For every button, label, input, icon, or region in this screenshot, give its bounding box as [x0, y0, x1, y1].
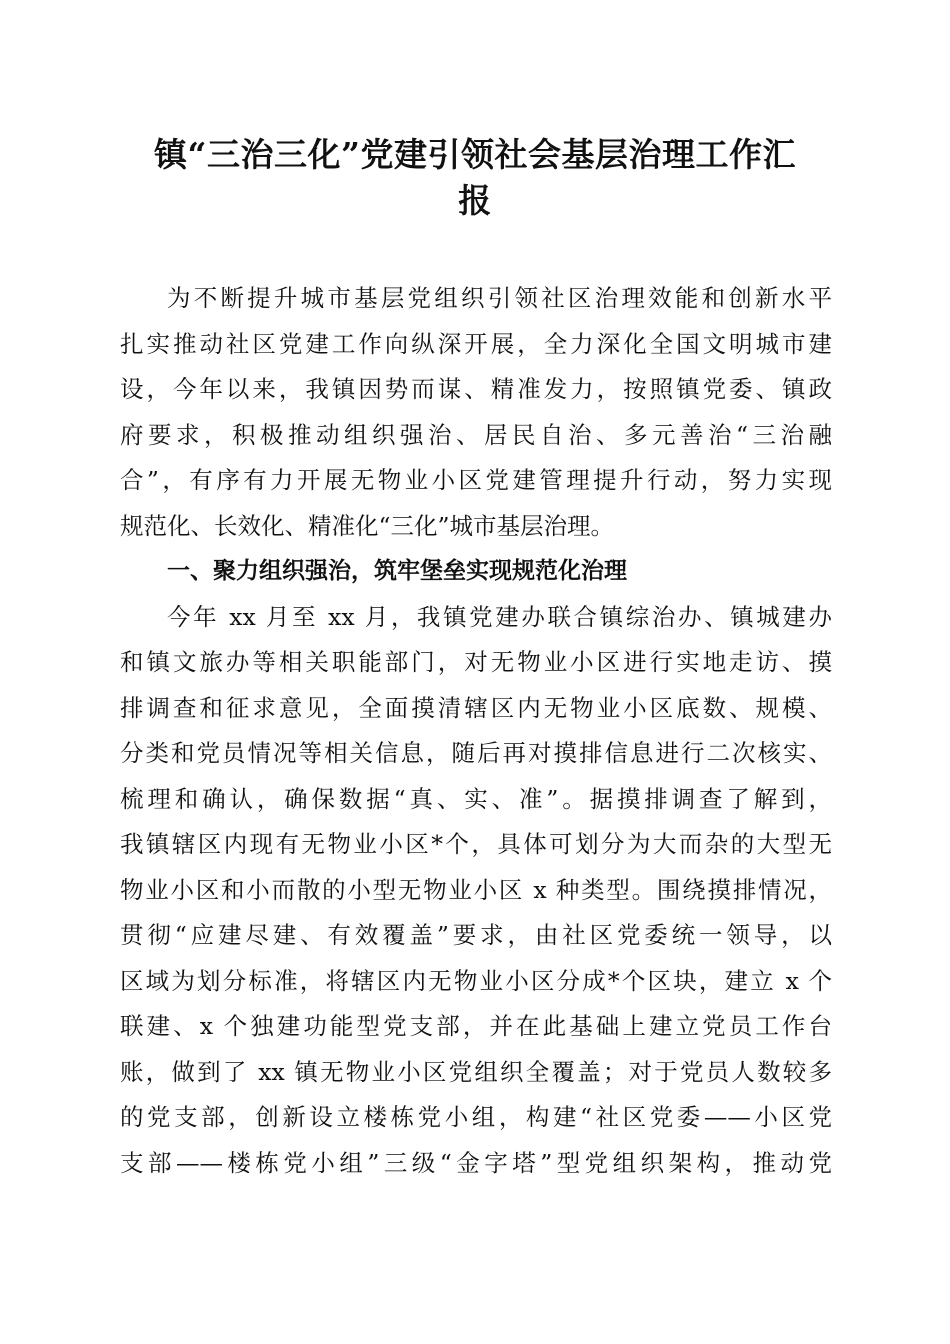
title-line: 报 [458, 181, 492, 220]
paragraph-line: 贯彻“应建尽建、有效覆盖”要求，由社区党委统一领导，以 [120, 921, 832, 949]
paragraph-line: 为不断提升城市基层党组织引领社区治理效能和创新水平 [167, 284, 832, 312]
paragraph-line: 分类和党员情况等相关信息，随后再对摸排信息进行二次核实、 [120, 739, 832, 767]
paragraph-line: 扎实推动社区党建工作向纵深开展，全力深化全国文明城市建 [120, 329, 832, 358]
paragraph-line: 我镇辖区内现有无物业小区*个，具体可划分为大而杂的大型无 [120, 830, 832, 858]
paragraph-line: 梳理和确认，确保数据“真、实、准”。据摸排调查了解到， [120, 784, 832, 813]
paragraph-line: 规范化、长效化、精准化“三化”城市基层治理。 [120, 511, 615, 540]
document-title [110, 132, 840, 224]
paragraph-line: 今年 xx 月至 xx 月，我镇党建办联合镇综治办、镇城建办 [167, 602, 832, 631]
document-body [120, 276, 832, 1186]
paragraph-line: 和镇文旅办等相关职能部门，对无物业小区进行实地走访、摸 [120, 648, 832, 676]
paragraph-line: 区域为划分标准，将辖区内无物业小区分成*个区块，建立 x 个 [120, 966, 832, 995]
paragraph-line: 设，今年以来，我镇因势而谋、精准发力，按照镇党委、镇政 [120, 375, 832, 403]
paragraph-line: 排调查和征求意见，全面摸清辖区内无物业小区底数、规模、 [120, 693, 832, 722]
paragraph-line: 府要求，积极推动组织强治、居民自治、多元善治“三治融 [120, 420, 832, 449]
section1-paragraph [120, 595, 832, 1187]
paragraph-line: 的党支部，创新设立楼栋党小组，构建“社区党委——小区党 [120, 1103, 832, 1131]
title-line: 镇“三治三化”党建引领社会基层治理工作汇 [154, 135, 796, 174]
paragraph-line: 支部——楼栋党小组”三级“金字塔”型党组织架构，推动党 [120, 1148, 832, 1177]
paragraph-line: 联建、x 个独建功能型党支部，并在此基础上建立党员工作台 [120, 1012, 832, 1040]
intro-paragraph [120, 276, 832, 549]
paragraph-line: 物业小区和小而散的小型无物业小区 x 种类型。围绕摸排情况， [120, 875, 832, 904]
paragraph-line: 账，做到了 xx 镇无物业小区党组织全覆盖；对于党员人数较多 [120, 1057, 832, 1086]
paragraph-line: 合”，有序有力开展无物业小区党建管理提升行动，努力实现 [120, 466, 832, 494]
section-heading: 一、聚力组织强治，筑牢堡垒实现规范化治理 [167, 558, 627, 584]
